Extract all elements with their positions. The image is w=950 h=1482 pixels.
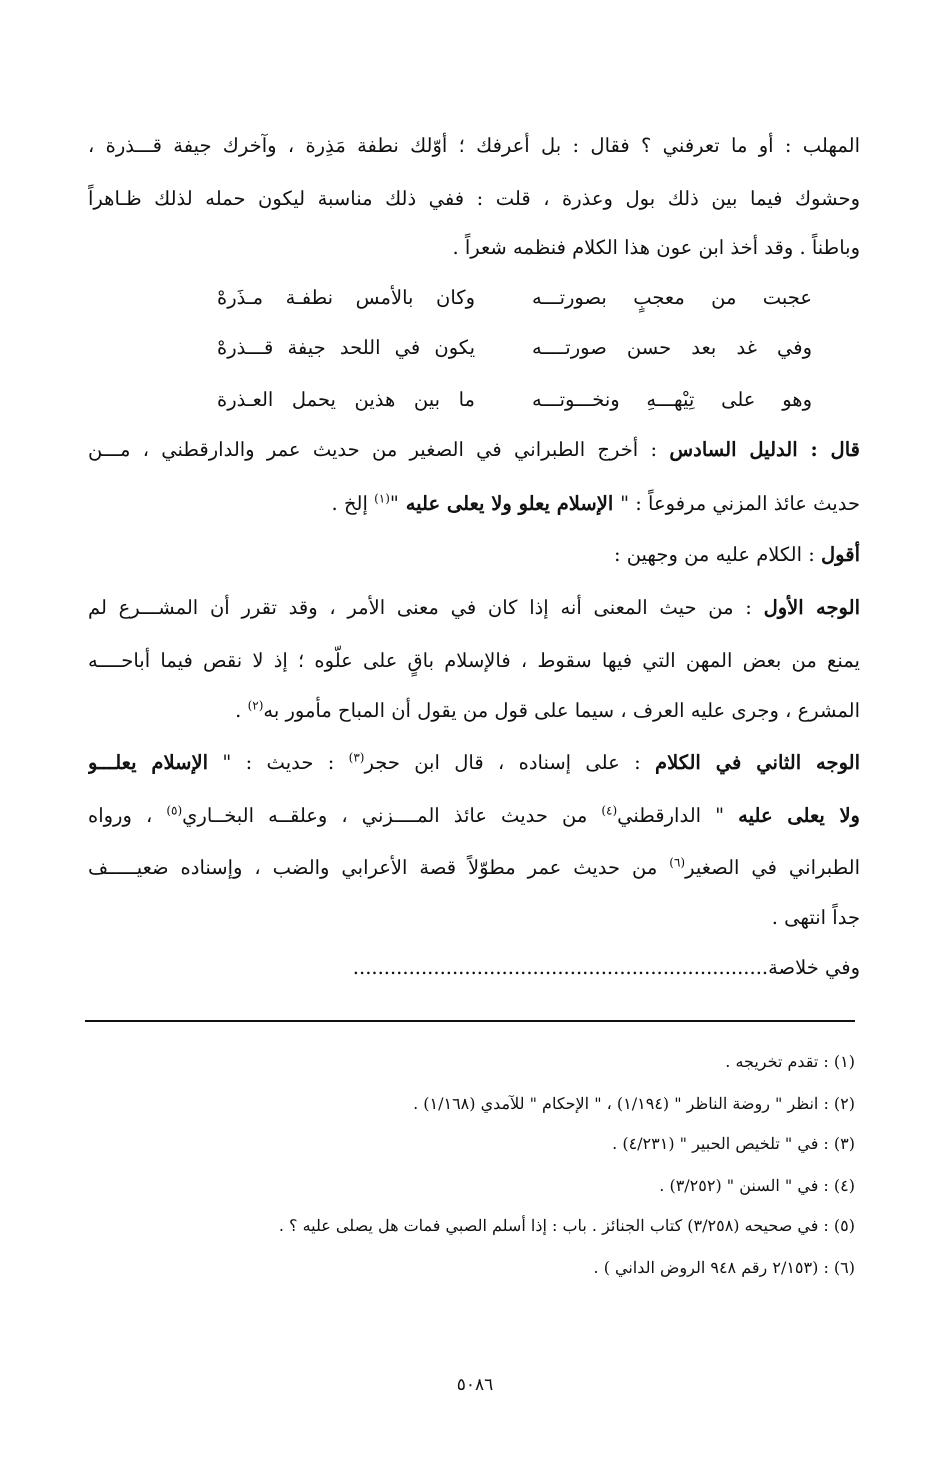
paragraph-text: " — [389, 492, 399, 515]
text-line — [88, 432, 860, 468]
poem-verse — [88, 280, 860, 316]
text-line — [88, 850, 860, 886]
text-line — [88, 128, 860, 164]
footnote-ref: (٤) — [601, 803, 618, 818]
page-number: ٥٠٨٦ — [456, 1375, 494, 1395]
paragraph-text: : على إسناده ، قال ابن حجر — [364, 751, 656, 774]
text-line — [88, 230, 860, 266]
poem-verse — [88, 330, 860, 366]
text-line — [88, 590, 860, 626]
paragraph-text: يمنع من بعض المهن التي فيها سقوط ، فالإسلام باقٍ على علّوه ؛ إذ لا نقص فيما أباحــــه — [88, 649, 860, 672]
verse-second-hemistich: يكون في اللحد جيفة قـــذرهْ — [217, 336, 475, 359]
paragraph-text: وفي خلاصة................................................................... — [352, 956, 860, 979]
text-line — [88, 643, 860, 679]
paragraph-text: المهلب : أو ما تعرفني ؟ فقال : بل أعرفك ؛ أوّلك نطفة مَذِرة ، وآخرك جيفة قـــذرة ، — [88, 134, 860, 157]
text-line — [88, 745, 860, 781]
verse-first-hemistich: عجبت من معجبٍ بصورتـــه — [532, 286, 812, 309]
paragraph-text: جداً انتهى . — [771, 906, 860, 929]
hadith-text: الإسلام يعلـــو — [88, 751, 209, 774]
text-line — [88, 486, 860, 522]
footnote-separator — [85, 1020, 855, 1022]
paragraph-text: حديث عائذ المزني مرفوعاً : " — [620, 492, 860, 515]
paragraph-text: المشرع ، وجرى عليه العرف ، سيما على قول من يقول أن المباح مأمور به — [263, 699, 860, 722]
paragraph-text: ، ورواه — [88, 804, 167, 827]
paragraph-heading: أقول — [821, 543, 860, 566]
paragraph-text: : أخرج الطبراني في الصغير من حديث عمر والدارقطني ، مـــن — [88, 438, 670, 461]
footnote-ref: (٢) — [247, 698, 264, 713]
footnote: (٣) : في " تلخيص الحبير " (٤/٢٣١) . — [612, 1134, 855, 1153]
paragraph-heading: الوجه الثاني في الكلام — [655, 751, 860, 774]
footnote: (٥) : في صحيحه (٣/٢٥٨) كتاب الجنائز . باب : إذا أسلم الصبي فمات هل يصلى عليه ؟ . — [278, 1216, 855, 1235]
paragraph-heading: الوجه الأول — [763, 596, 860, 619]
text-line — [88, 537, 860, 573]
paragraph-text: إلخ . — [331, 492, 375, 515]
poem-verse — [88, 382, 860, 418]
text-line — [88, 950, 860, 986]
paragraph-text: وحشوك فيما بين ذلك بول وعذرة ، قلت : ففي ذلك مناسبة ليكون حمله لذلك ظـاهراً — [88, 187, 860, 210]
footnote-ref: (٥) — [166, 803, 183, 818]
hadith-text: الإسلام يعلو ولا يعلى عليه — [398, 492, 621, 515]
paragraph-text: : من حيث المعنى أنه إذا كان في معنى الأمر ، وقد تقرر أن المشـــرع لم — [88, 596, 764, 619]
paragraph-text: " الدارقطني — [617, 804, 739, 827]
paragraph-text: : حديث : " — [208, 751, 349, 774]
paragraph-text: الطبراني في الصغير — [685, 856, 860, 879]
paragraph-text: من حديث عمر مطوّلاً قصة الأعرابي والضب ، وإسناده ضعيـــــف — [88, 856, 670, 879]
footnote-ref: (٦) — [669, 855, 686, 870]
paragraph-heading: قال : الدليل السادس — [669, 438, 860, 461]
text-line — [88, 900, 860, 936]
verse-second-hemistich: وكان بالأمس نطفـة مـذَرهْ — [217, 286, 475, 309]
footnote: (٢) : انظر " روضة الناظر " (١/١٩٤) ، " الإحكام " للآمدي (١/١٦٨) . — [413, 1094, 855, 1113]
footnote: (٦) : (٢/١٥٣ رقم ٩٤٨ الروض الداني ) . — [593, 1258, 855, 1277]
paragraph-text: . — [235, 699, 248, 722]
footnote-ref: (٣) — [348, 750, 365, 765]
paragraph-text: : الكلام عليه من وجهين : — [613, 543, 822, 566]
paragraph-text: وباطناً . وقد أخذ ابن عون هذا الكلام فنظمه شعراً . — [452, 236, 860, 259]
paragraph-text: من حديث عائذ المــــزني ، وعلقــه البخــاري — [182, 804, 602, 827]
text-line — [88, 181, 860, 217]
footnote-ref: (١) — [374, 491, 390, 506]
hadith-text: ولا يعلى عليه — [738, 804, 860, 827]
verse-second-hemistich: ما بين هذين يحمل العـذرة — [217, 388, 475, 411]
text-line — [88, 798, 860, 834]
verse-first-hemistich: وهو على تِيْهـــهِ ونخـــوتـــه — [532, 388, 812, 411]
footnote: (٤) : في " السنن " (٣/٢٥٢) . — [659, 1176, 855, 1195]
verse-first-hemistich: وفي غد بعد حسن صورتــــه — [532, 336, 812, 359]
text-line — [88, 693, 860, 729]
footnote: (١) : تقدم تخريجه . — [725, 1052, 855, 1071]
main-text — [88, 0, 860, 1000]
